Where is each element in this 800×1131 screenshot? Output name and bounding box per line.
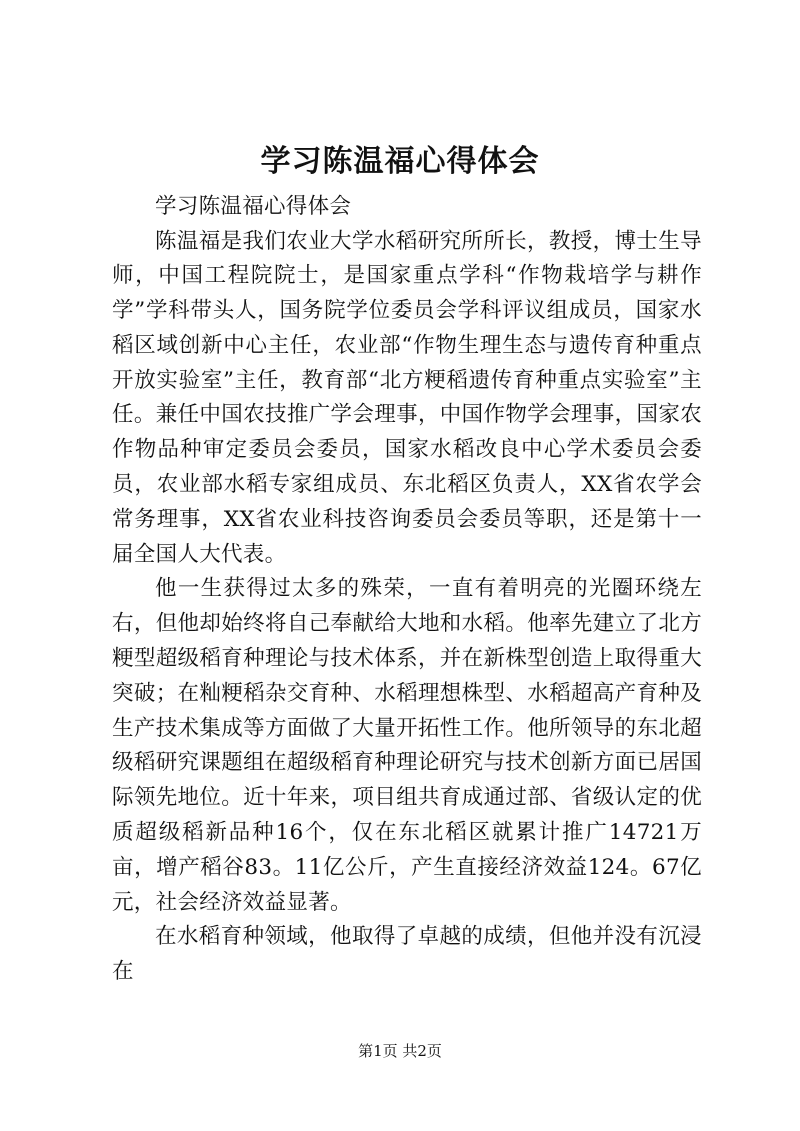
document-title: 学习陈温福心得体会 [260,144,540,179]
document-body [112,190,702,990]
paragraph-biography: 陈温福是我们农业大学水稻研究所所长，教授，博士生导师，中国工程院院士，是国家重点学科“作物栽培学与耕作学”学科带头人，国务院学位委员会学科评议组成员，国家水稻区域创新中心主任，农业部“作物生理生态与遗传育种重点开放实验室”主任，教育部“北方粳稻遗传育种重点实验室”主任。兼任中国农技推广学会理事，中国作物学会理事，国家农作物品种审定委员会委员，国家水稻改良中心学术委员会委员，农业部水稻专家组成员、东北稻区负责人，XX省农学会常务理事，XX省农业科技咨询委员会委员等职，还是第十一届全国人大代表。 [112,228,702,567]
paragraph-subtitle: 学习陈温福心得体会 [155,194,352,219]
paragraph-continued: 在水稻育种领域，他取得了卓越的成绩，但他并没有沉浸在 [112,924,702,985]
paragraph-achievements: 他一生获得过太多的殊荣，一直有着明亮的光圈环绕左右，但他却始终将自己奉献给大地和水稻。他率先建立了北方粳型超级稻育种理论与技术体系，并在新株型创造上取得重大突破；在籼粳稻杂交育种、水稻理想株型、水稻超高产育种及生产技术集成等方面做了大量开拓性工作。他所领导的东北超级稻研究课题组在超级稻育种理论研究与技术创新方面已居国际领先地位。近十年来，项目组共育成通过部、省级认定的优质超级稻新品种16个，仅在东北稻区就累计推广14721万亩，增产稻谷83。11亿公斤，产生直接经济效益124。67亿元，社会经济效益显著。 [112,576,702,915]
page-footer: 第1页 共2页 [358,1042,442,1060]
